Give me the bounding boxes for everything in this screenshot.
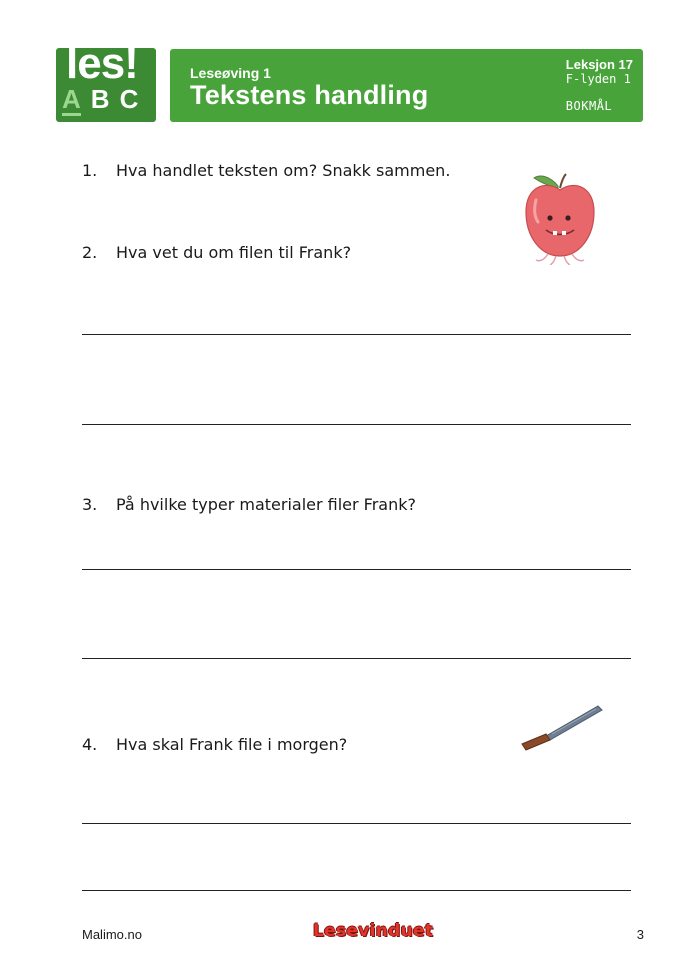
lesson-sound: F-lyden 1 <box>565 72 631 86</box>
lesson-info <box>566 57 633 113</box>
question-number: 4. <box>82 735 98 754</box>
question-text: På hvilke typer materialer filer Frank? <box>116 495 416 514</box>
question-3 <box>82 495 416 514</box>
logo-letter-a: A <box>62 84 81 114</box>
answer-line[interactable] <box>82 658 631 659</box>
question-1 <box>82 161 450 180</box>
metal-file-tool-icon <box>518 700 606 752</box>
question-4 <box>82 735 347 754</box>
answer-line[interactable] <box>82 890 631 891</box>
answer-line[interactable] <box>82 424 631 425</box>
answer-line[interactable] <box>82 569 631 570</box>
answer-line[interactable] <box>82 334 631 335</box>
page-title: Tekstens handling <box>190 80 429 110</box>
lesson-number: Leksjon 17 <box>565 57 633 72</box>
exercise-subtitle: Leseøving 1 <box>190 65 271 81</box>
question-number: 3. <box>82 495 98 514</box>
question-text: Hva handlet teksten om? Snakk sammen. <box>116 161 451 180</box>
header-banner <box>170 49 643 122</box>
question-number: 2. <box>82 243 98 262</box>
logo-letter-c: C <box>119 84 139 114</box>
answer-line[interactable] <box>82 823 631 824</box>
question-2 <box>82 243 351 262</box>
question-text: Hva vet du om filen til Frank? <box>116 243 352 262</box>
les-abc-logo <box>56 39 156 122</box>
lesevinduet-logo: Lesevinduet <box>313 921 434 941</box>
apple-character-icon <box>520 170 600 265</box>
logo-top-text: les! <box>66 39 138 88</box>
question-text: Hva skal Frank file i morgen? <box>116 735 348 754</box>
logo-letters <box>62 86 148 116</box>
footer-site-link[interactable]: Malimo.no <box>82 927 142 942</box>
page-number: 3 <box>636 927 644 942</box>
logo-letter-b: B <box>90 84 110 114</box>
question-number: 1. <box>82 161 98 180</box>
language-variant: BOKMÅL <box>565 99 613 113</box>
